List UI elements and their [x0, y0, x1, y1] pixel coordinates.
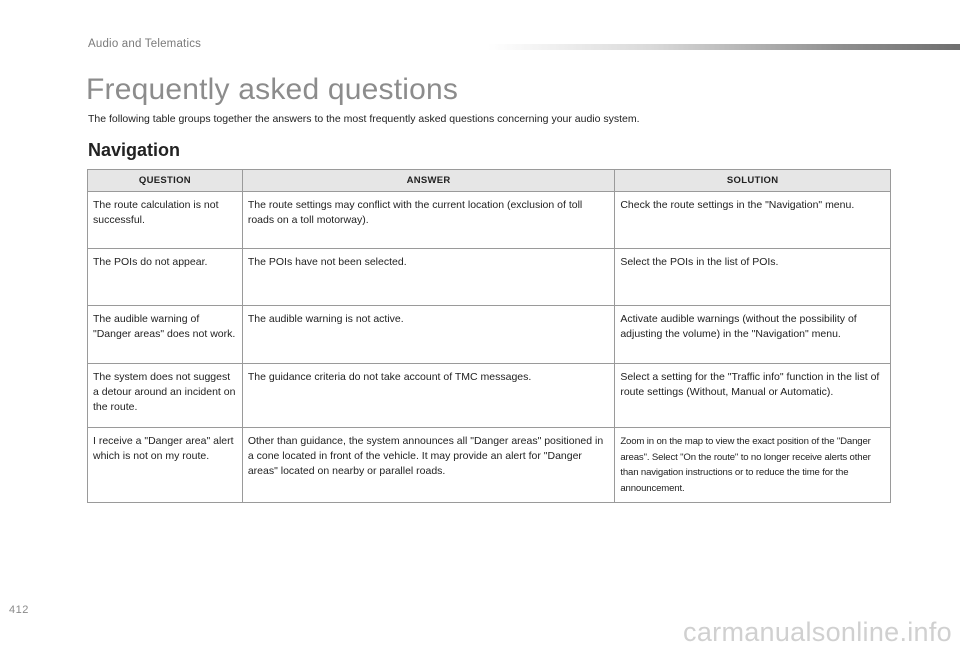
solution-cell: Zoom in on the map to view the exact position of the "Danger areas". Select "On the route" to no longer receive alerts other than navigation instructions or to reduce the time for the announcement. [615, 428, 891, 503]
question-cell: I receive a "Danger area" alert which is not on my route. [88, 428, 243, 503]
faq-table [87, 169, 891, 503]
solution-cell: Select a setting for the "Traffic info" function in the list of route settings (Without, Manual or Automatic). [615, 364, 891, 428]
question-cell: The POIs do not appear. [88, 249, 243, 306]
question-cell: The system does not suggest a detour around an incident on the route. [88, 364, 243, 428]
answer-cell: The route settings may conflict with the current location (exclusion of toll roads on a toll motorway). [242, 192, 614, 249]
answer-cell: The audible warning is not active. [242, 306, 614, 364]
page-number: 412 [9, 604, 29, 616]
question-cell: The audible warning of "Danger areas" does not work. [88, 306, 243, 364]
solution-cell: Activate audible warnings (without the possibility of adjusting the volume) in the "Navigation" menu. [615, 306, 891, 364]
intro-text: The following table groups together the answers to the most frequently asked questions concerning your audio system. [88, 113, 640, 125]
table-row [88, 249, 891, 306]
header-decor-bar [488, 44, 960, 50]
answer-cell: Other than guidance, the system announces all "Danger areas" positioned in a cone located in front of the vehicle. It may provide an alert for "Danger areas" located on nearby or parallel roads. [242, 428, 614, 503]
table-row [88, 192, 891, 249]
question-cell: The route calculation is not successful. [88, 192, 243, 249]
column-header-question: QUESTION [88, 170, 243, 192]
solution-cell: Check the route settings in the "Navigation" menu. [615, 192, 891, 249]
solution-cell: Select the POIs in the list of POIs. [615, 249, 891, 306]
table-row [88, 306, 891, 364]
table-row [88, 364, 891, 428]
table-row [88, 428, 891, 503]
section-title: Navigation [88, 140, 181, 160]
table-header-row [88, 170, 891, 192]
answer-cell: The guidance criteria do not take account of TMC messages. [242, 364, 614, 428]
column-header-answer: ANSWER [242, 170, 614, 192]
page-title: Frequently asked questions [86, 73, 459, 106]
answer-cell: The POIs have not been selected. [242, 249, 614, 306]
watermark: carmanualsonline.info [683, 617, 952, 647]
column-header-solution: SOLUTION [615, 170, 891, 192]
chapter-label: Audio and Telematics [88, 38, 202, 50]
